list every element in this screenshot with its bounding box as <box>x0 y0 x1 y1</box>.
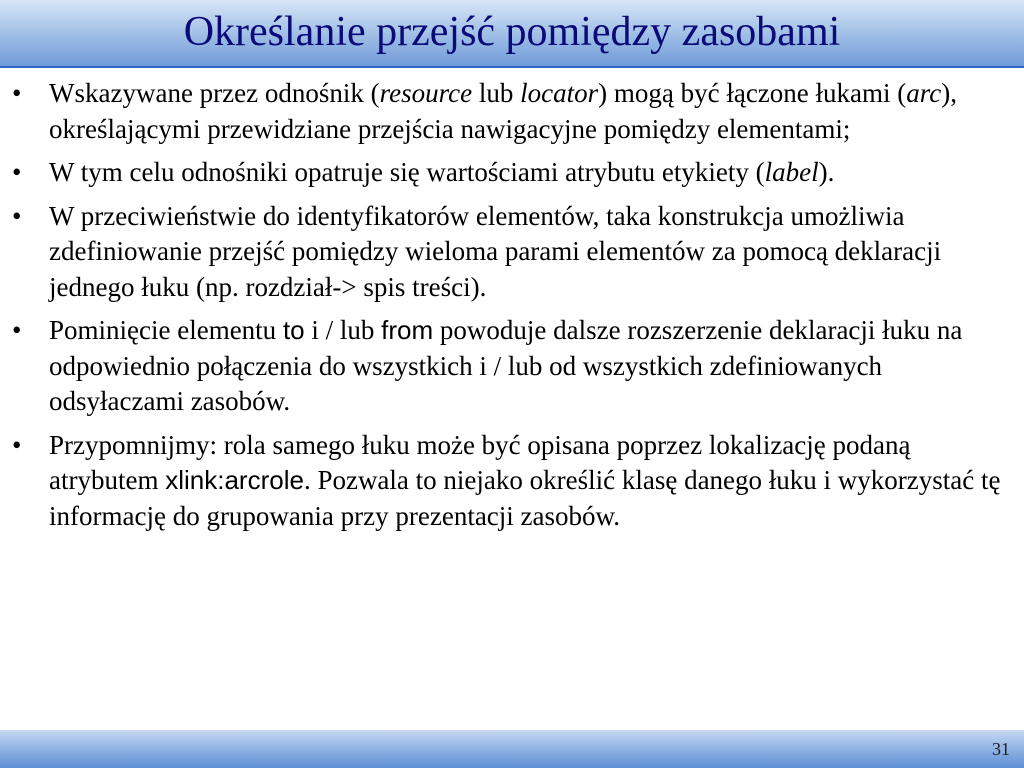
bullet-text: i / lub <box>304 315 382 345</box>
bullet-keyword: xlink:arcrole <box>165 465 304 495</box>
bullet-icon: • <box>12 429 22 460</box>
slide-title: Określanie przejść pomiędzy zasobami <box>183 9 841 55</box>
bullet-item <box>0 199 1024 306</box>
footer-bar <box>0 730 1024 768</box>
bullet-term: locator <box>520 78 599 108</box>
bullet-list <box>0 76 1024 534</box>
bullet-text: Wskazywane przez odnośnik ( <box>49 78 380 108</box>
bullet-text: ) mogą być łączone łukami ( <box>598 78 907 108</box>
bullet-icon: • <box>12 200 22 231</box>
bullet-text: powoduje dalsze rozszerzenie deklaracji łuku na odpowiednio połączenia do wszystkich i / lub od wszystkich zdefiniowanych odsyłaczami zasobów. <box>49 315 963 416</box>
bullet-icon: • <box>12 315 22 345</box>
bullet-item <box>0 313 1024 420</box>
bullet-keyword: from <box>381 315 434 345</box>
bullet-text: ), określającymi przewidziane przejścia nawigacyjne pomiędzy elementami; <box>49 78 958 144</box>
bullet-term: arc <box>906 78 942 108</box>
bullet-text: lub <box>472 78 521 108</box>
bullet-text: ). <box>818 157 835 187</box>
slide-number: 31 <box>992 739 1010 759</box>
bullet-text: . Pozwala to niejako określić klasę danego łuku i wykorzystać tę informację do grupowania przy prezentacji zasobów. <box>49 465 1001 531</box>
bullet-icon: • <box>12 157 22 187</box>
slide-content <box>0 76 1024 542</box>
title-bar <box>0 0 1024 68</box>
bullet-item <box>0 428 1024 535</box>
bullet-item <box>0 76 1024 147</box>
bullet-icon: • <box>12 78 22 108</box>
bullet-text: W tym celu odnośniki opatruje się wartościami atrybutu etykiety ( <box>49 157 765 187</box>
bullet-item <box>0 155 1024 191</box>
bullet-text: Pominięcie elementu <box>49 315 283 345</box>
bullet-keyword: to <box>282 315 305 345</box>
bullet-term: resource <box>379 78 473 108</box>
bullet-text: Przypomnijmy: rola samego łuku może być opisana poprzez lokalizację podaną atrybutem <box>49 429 911 495</box>
bullet-term: label <box>764 157 819 187</box>
bullet-text: W przeciwieństwie do identyfikatorów elementów, taka konstrukcja umożliwia zdefiniowanie przejść pomiędzy wieloma parami elementów za pomocą deklaracji jednego łuku (np. rozdział-> spis treści). <box>49 200 942 302</box>
